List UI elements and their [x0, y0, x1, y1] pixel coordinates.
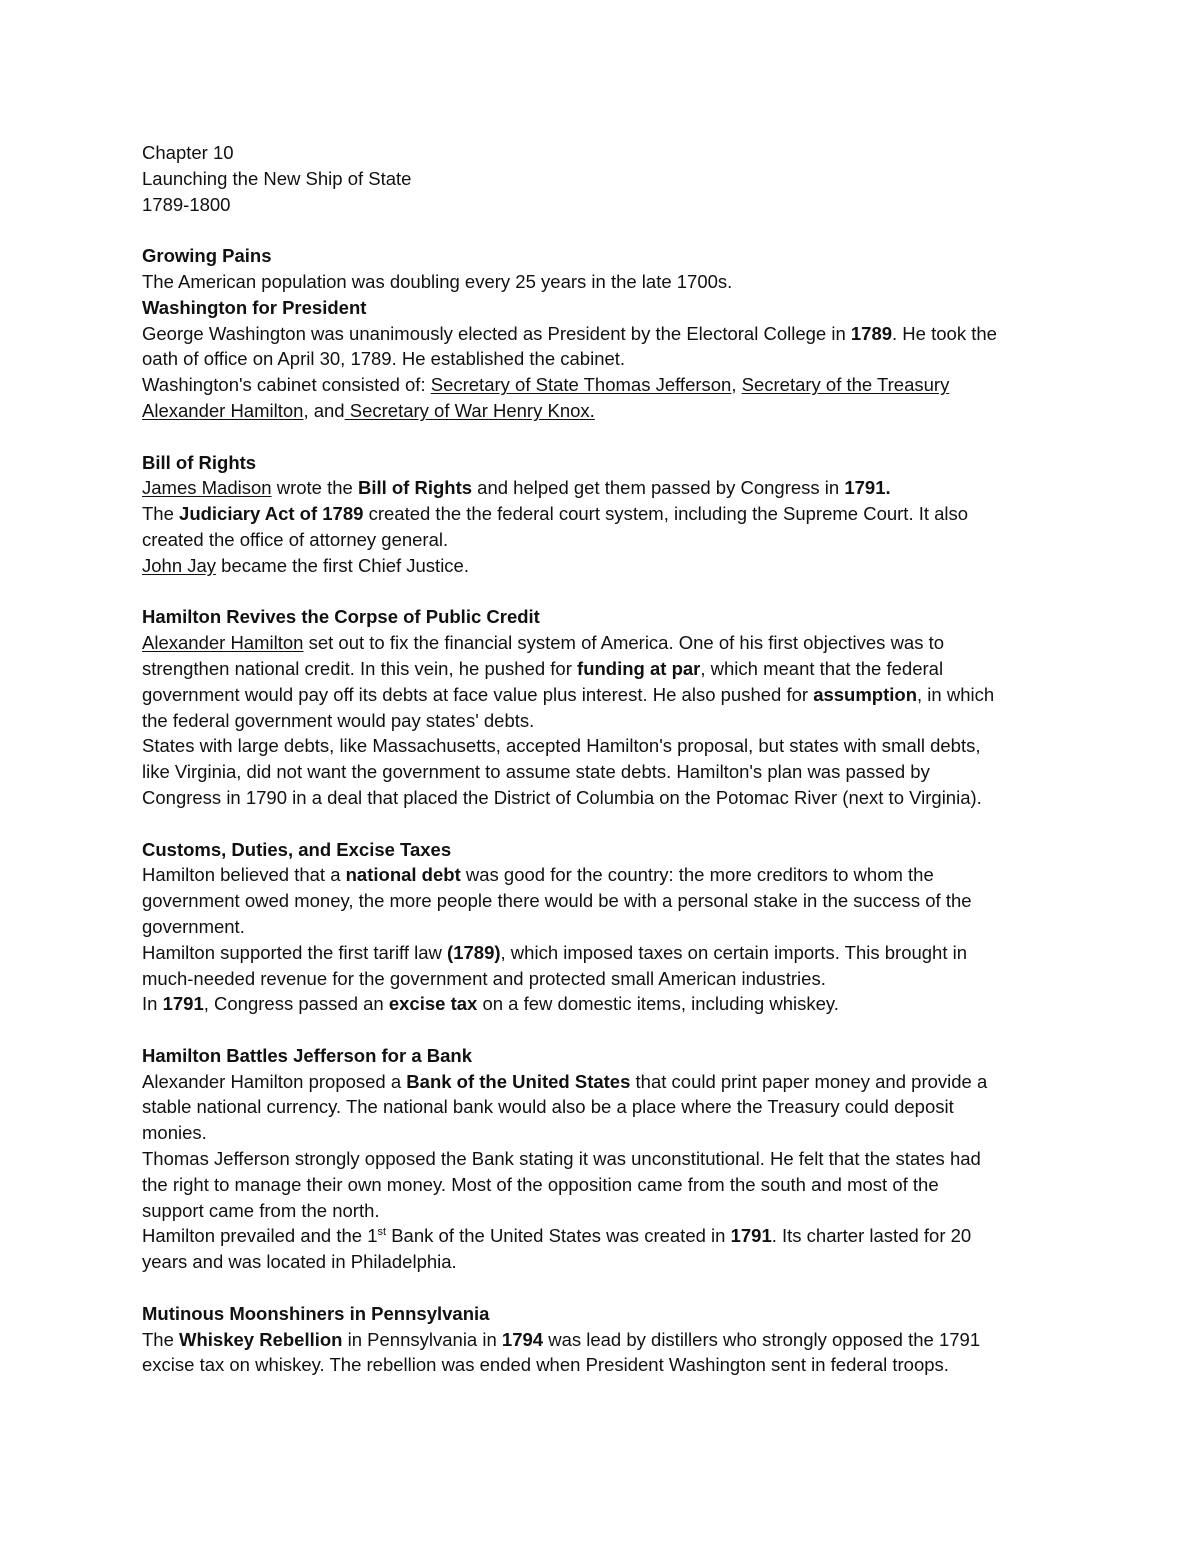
text-run: strengthen national credit. In this vein, he pushed for [142, 657, 578, 679]
paragraph-line: government. [142, 915, 245, 937]
bold-text: excise tax [388, 993, 478, 1015]
underlined-text: Secretary of State Thomas Jefferson [430, 374, 732, 396]
bold-text: funding at par [577, 657, 701, 679]
text-run: Bank of the United States was created in [386, 1225, 731, 1247]
paragraph-line: excise tax on whiskey. The rebellion was ended when President Washington sent in federal troops. [142, 1354, 949, 1376]
bold-text: 1791. [844, 477, 891, 499]
section-heading-bank: Hamilton Battles Jefferson for a Bank [142, 1044, 472, 1066]
paragraph-line [142, 682, 1062, 708]
text-run: on a few domestic items, including whiskey. [477, 993, 839, 1015]
bold-text: national debt [345, 864, 461, 886]
text-run: government would pay off its debts at face value plus interest. He also pushed for [142, 683, 814, 705]
text-run: In [142, 993, 163, 1015]
text-run: , and [303, 399, 345, 421]
chapter-number: Chapter 10 [142, 142, 234, 163]
paragraph-line [142, 1327, 1062, 1353]
paragraph-line [142, 475, 1062, 501]
underlined-text: Alexander Hamilton [142, 399, 304, 421]
text-run: was good for the country: the more creditors to whom the [460, 864, 934, 886]
spacer [142, 811, 1062, 837]
underlined-text: John Jay [142, 554, 217, 576]
paragraph-line: States with large debts, like Massachusetts, accepted Hamilton's proposal, but states with small debts, [142, 735, 981, 757]
section-heading-growing-pains: Growing Pains [142, 245, 272, 267]
underlined-text: Secretary of War Henry Knox. [344, 399, 595, 421]
section-heading-public-credit: Hamilton Revives the Corpse of Public Credit [142, 606, 540, 628]
text-run: became the first Chief Justice. [216, 554, 469, 576]
section-heading-customs: Customs, Duties, and Excise Taxes [142, 838, 452, 860]
text-run: in Pennsylvania in [342, 1328, 502, 1350]
paragraph-line: Congress in 1790 in a deal that placed the District of Columbia on the Potomac River (next to Virginia). [142, 786, 982, 808]
text-run: was lead by distillers who strongly opposed the 1791 [543, 1328, 981, 1350]
paragraph-line [142, 372, 1062, 398]
paragraph-line: the right to manage their own money. Most of the opposition came from the south and most of the [142, 1173, 939, 1195]
spacer [142, 1275, 1062, 1301]
paragraph-line: much-needed revenue for the government and protected small American industries. [142, 967, 826, 989]
text-run: that could print paper money and provide a [630, 1070, 988, 1092]
text-run: The [142, 1328, 180, 1350]
paragraph-line [142, 553, 1062, 579]
spacer [142, 1017, 1062, 1043]
paragraph-line: government owed money, the more people there would be with a personal stake in the success of the [142, 890, 972, 912]
paragraph-line [142, 940, 1062, 966]
paragraph-line [142, 862, 1062, 888]
text-run: and helped get them passed by Congress in [472, 477, 845, 499]
text-run: , which meant that the federal [700, 657, 944, 679]
chapter-title: Launching the New Ship of State [142, 167, 412, 189]
paragraph-line: oath of office on April 30, 1789. He established the cabinet. [142, 348, 626, 370]
document-page [142, 140, 1062, 1378]
underlined-text: Alexander Hamilton [142, 632, 304, 654]
paragraph-line [142, 1069, 1062, 1095]
paragraph-line [142, 398, 1062, 424]
text-run: George Washington was unanimously elected as President by the Electoral College in [142, 322, 851, 344]
paragraph-line: created the office of attorney general. [142, 528, 449, 550]
spacer [142, 217, 1062, 243]
text-run: created the the federal court system, including the Supreme Court. It also [363, 503, 969, 525]
text-run: Hamilton prevailed and the 1 [142, 1225, 378, 1247]
bold-text: Judiciary Act of 1789 [179, 503, 364, 525]
text-run: , in which [917, 683, 995, 705]
paragraph-line: The American population was doubling every 25 years in the late 1700s. [142, 270, 733, 292]
bold-text: (1789) [447, 941, 501, 963]
paragraph-line: stable national currency. The national bank would also be a place where the Treasury could deposit [142, 1096, 954, 1118]
section-heading-moonshiners: Mutinous Moonshiners in Pennsylvania [142, 1302, 490, 1324]
text-run: The [142, 503, 180, 525]
text-run: Alexander Hamilton proposed a [142, 1070, 407, 1092]
chapter-years: 1789-1800 [142, 193, 231, 215]
text-run: Washington's cabinet consisted of: [142, 374, 431, 396]
paragraph-line [142, 991, 1062, 1017]
paragraph-line: Thomas Jefferson strongly opposed the Bank stating it was unconstitutional. He felt that the states had [142, 1148, 981, 1170]
paragraph-line: the federal government would pay states' debts. [142, 709, 535, 731]
section-heading-washington: Washington for President [142, 296, 367, 318]
section-heading-bill-of-rights: Bill of Rights [142, 451, 257, 473]
bold-text: 1791 [162, 993, 204, 1015]
bold-text: 1791 [730, 1225, 772, 1247]
text-run: . Its charter lasted for 20 [771, 1225, 972, 1247]
spacer [142, 579, 1062, 605]
paragraph-line: support came from the north. [142, 1199, 380, 1221]
superscript: st [377, 1226, 387, 1239]
paragraph-line: years and was located in Philadelphia. [142, 1251, 457, 1273]
bold-text: assumption [813, 683, 918, 705]
paragraph-line [142, 656, 1062, 682]
text-run: . He took the [892, 322, 997, 344]
bold-text: Whiskey Rebellion [179, 1328, 343, 1350]
underlined-text: James Madison [142, 477, 272, 499]
bold-text: 1794 [501, 1328, 544, 1350]
underlined-text: Secretary of the Treasury [741, 374, 950, 396]
paragraph-line: like Virginia, did not want the government to assume state debts. Hamilton's plan was passed by [142, 761, 930, 783]
text-run: Hamilton supported the first tariff law [142, 941, 448, 963]
bold-text: 1789 [850, 322, 893, 344]
spacer [142, 424, 1062, 450]
text-run: Hamilton believed that a [142, 864, 346, 886]
paragraph-line [142, 630, 1062, 656]
text-run: set out to fix the financial system of America. One of his first objectives was to [303, 632, 945, 654]
paragraph-line [142, 321, 1062, 347]
paragraph-line [142, 501, 1062, 527]
text-run: , [731, 374, 742, 396]
paragraph-line: monies. [142, 1122, 207, 1144]
paragraph-line [142, 1223, 1062, 1249]
text-run: , Congress passed an [203, 993, 389, 1015]
bold-text: Bill of Rights [357, 477, 473, 499]
text-run: , which imposed taxes on certain imports. This brought in [500, 941, 968, 963]
bold-text: Bank of the United States [406, 1070, 631, 1092]
text-run: wrote the [271, 477, 358, 499]
